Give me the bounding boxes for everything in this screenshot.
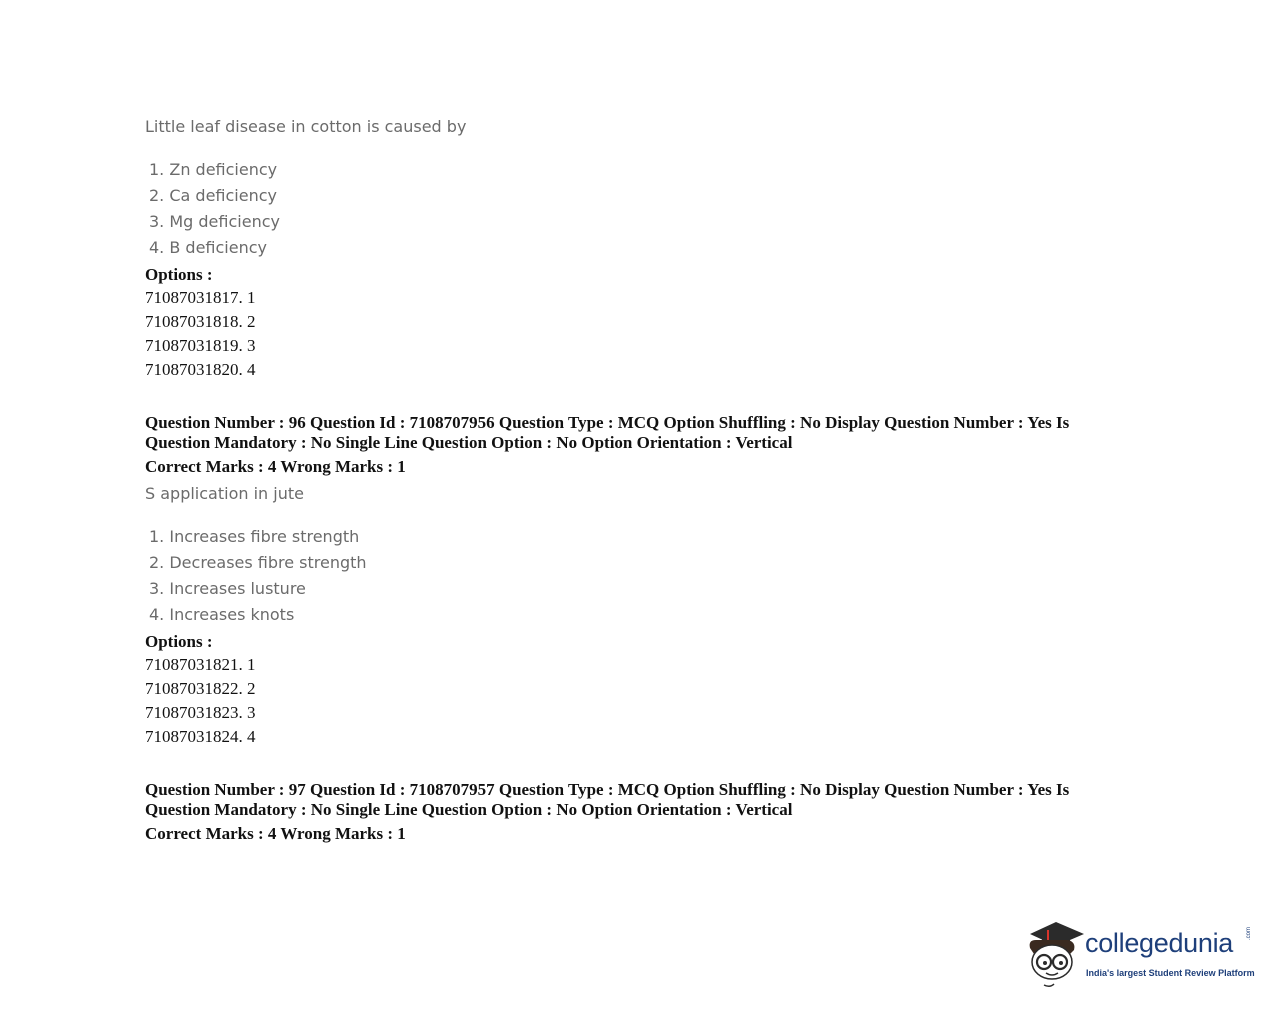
options-label: Options : xyxy=(145,632,213,651)
choice-item: 1. Increases fibre strength xyxy=(149,527,360,546)
options-label: Options : xyxy=(145,265,213,284)
collegedunia-logo[interactable] xyxy=(1024,918,1264,990)
option-id: 71087031819. 3 xyxy=(145,336,256,355)
question-text: Little leaf disease in cotton is caused by xyxy=(145,117,467,136)
option-id: 71087031823. 3 xyxy=(145,703,256,722)
choice-item: 1. Zn deficiency xyxy=(149,160,278,179)
choice-item: 4. Increases knots xyxy=(149,605,295,624)
option-id: 71087031821. 1 xyxy=(145,655,256,674)
choice-item: 3. Increases lusture xyxy=(149,579,306,598)
option-id: 71087031818. 2 xyxy=(145,312,256,331)
question-text: S application in jute xyxy=(145,484,304,503)
logo-wordmark: collegedunia xyxy=(1085,928,1234,958)
choice-item: 4. B deficiency xyxy=(149,238,267,257)
option-id: 71087031820. 4 xyxy=(145,360,256,379)
marks-line: Correct Marks : 4 Wrong Marks : 1 xyxy=(145,824,406,843)
choice-item: 3. Mg deficiency xyxy=(149,212,280,231)
choice-item: 2. Ca deficiency xyxy=(149,186,277,205)
marks-line: Correct Marks : 4 Wrong Marks : 1 xyxy=(145,457,406,476)
option-id: 71087031822. 2 xyxy=(145,679,256,698)
option-id: 71087031817. 1 xyxy=(145,288,256,307)
question-meta: Question Number : 97 Question Id : 7108707957 Question Type : MCQ Option Shuffling : No Display Question Number : Yes Is Question Mandatory : No Single Line Question Option : No Option Orientation : Vertical xyxy=(145,780,1070,819)
logo-tagline: India's largest Student Review Platform xyxy=(1086,968,1255,978)
choice-item: 2. Decreases fibre strength xyxy=(149,553,367,572)
mascot-icon xyxy=(1024,918,1086,990)
option-id: 71087031824. 4 xyxy=(145,727,256,746)
logo-dotcom: .com xyxy=(1246,926,1252,940)
question-meta: Question Number : 96 Question Id : 7108707956 Question Type : MCQ Option Shuffling : No Display Question Number : Yes Is Question Mandatory : No Single Line Question Option : No Option Orientation : Vertical xyxy=(145,413,1070,452)
